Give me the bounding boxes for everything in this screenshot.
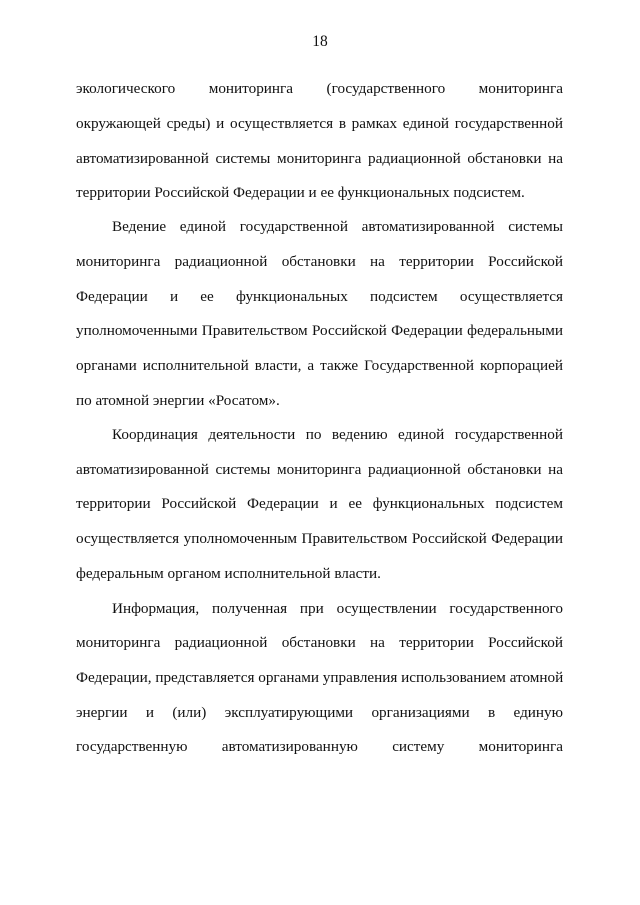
paragraph-4-line-2: мониторинга радиационной обстановки на территории Российской [76, 634, 563, 651]
paragraph-2-line-1: Ведение единой государственной автоматизированной системы [112, 218, 563, 235]
paragraph-4-line-4: энергии и (или) эксплуатирующими организациями в единую [76, 704, 563, 721]
paragraph-3-line-1: Координация деятельности по ведению единой государственной [112, 426, 563, 443]
paragraph-4-line-3: Федерации, представляется органами управления использованием атомной [76, 669, 564, 686]
paragraph-2-line-4: уполномоченными Правительством Российской Федерации федеральными [76, 322, 563, 339]
paragraph-1-line-2: окружающей среды) и осуществляется в рамках единой государственной [76, 115, 563, 132]
page-number: 18 [312, 33, 328, 50]
paragraph-2-line-3: Федерации и ее функциональных подсистем осуществляется [76, 288, 563, 305]
paragraph-3-line-3: территории Российской Федерации и ее функциональных подсистем [76, 495, 563, 512]
paragraph-2-line-2: мониторинга радиационной обстановки на территории Российской [76, 253, 563, 270]
paragraph-3-line-4: осуществляется уполномоченным Правительством Российской Федерации [76, 530, 563, 547]
paragraph-3-line-5: федеральным органом исполнительной власти. [76, 565, 381, 582]
paragraph-1-line-4: территории Российской Федерации и ее функциональных подсистем. [76, 184, 525, 201]
paragraph-2-line-5: органами исполнительной власти, а также Государственной корпорацией [76, 357, 563, 374]
paragraph-1-line-3: автоматизированной системы мониторинга радиационной обстановки на [76, 150, 563, 167]
paragraph-2-line-6: по атомной энергии «Росатом». [76, 392, 280, 409]
paragraph-4-line-1: Информация, полученная при осуществлении государственного [112, 600, 563, 617]
paragraph-3-line-2: автоматизированной системы мониторинга радиационной обстановки на [76, 461, 563, 478]
paragraph-1-line-1: экологического мониторинга (государственного мониторинга [76, 80, 563, 97]
paragraph-4-line-5: государственную автоматизированную систему мониторинга [76, 738, 563, 755]
